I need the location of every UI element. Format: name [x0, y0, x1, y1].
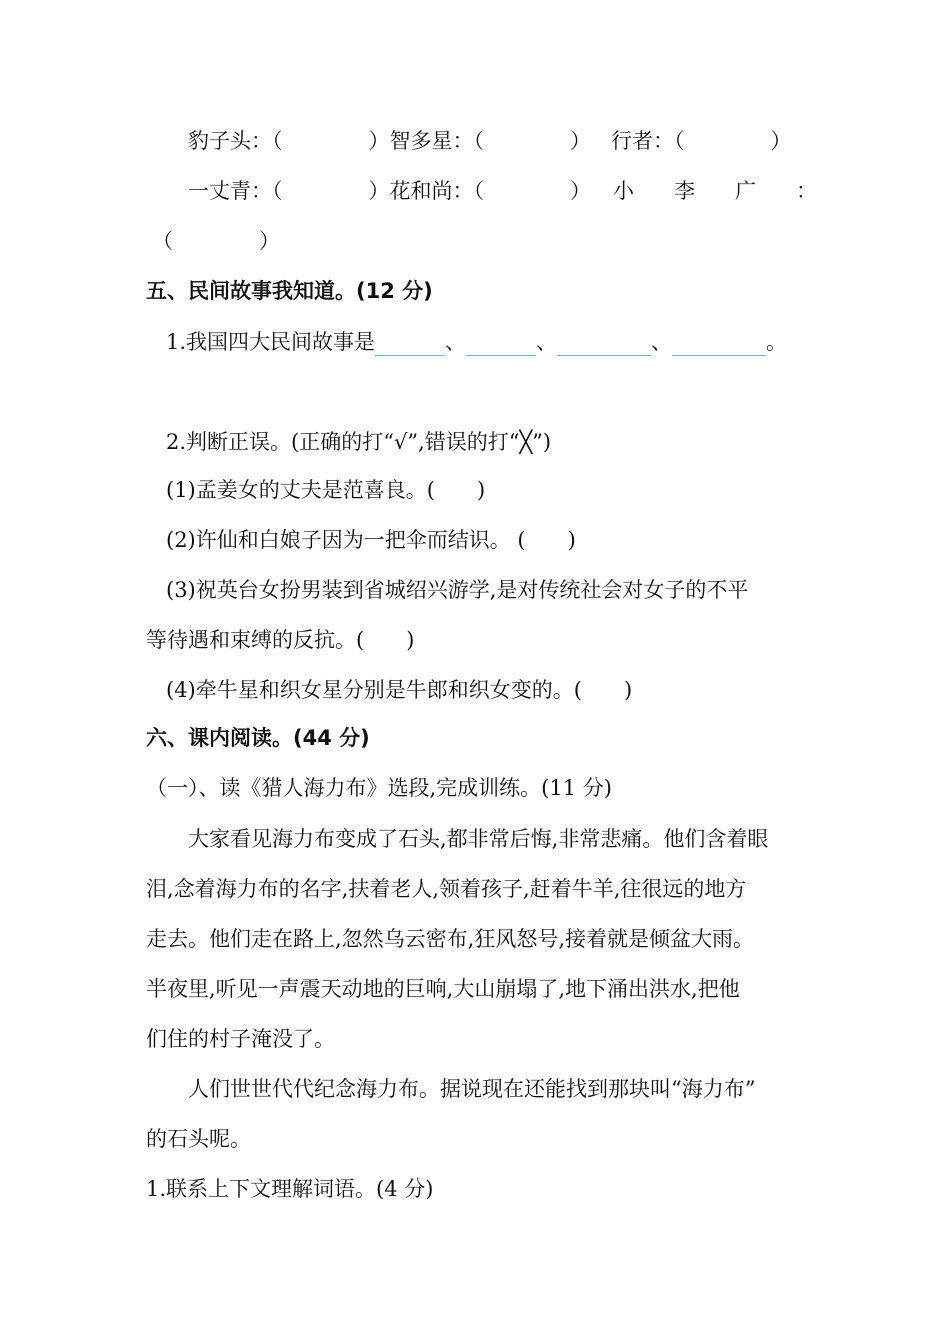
answer-blank-1[interactable] [375, 333, 445, 356]
passage-line-5: 们住的村子淹没了。 [146, 1027, 335, 1051]
section-5-q1: 1.我国四大民间故事是 、 、 、 。 [166, 330, 788, 354]
reading-part-1-title: （一）、读《猎人海力布》选段,完成训练。(11 分) [146, 776, 612, 800]
nickname-zhiduoxing: ）智多星：（ [368, 129, 484, 153]
passage-line-1: 大家看见海力布变成了石头,都非常后悔,非常悲痛。他们含着眼 [188, 827, 769, 851]
answer-blank-4[interactable] [672, 333, 766, 356]
nickname-xingzhe: 行者：（ [611, 129, 685, 153]
section-5-title: 五、民间故事我知道。(12 分) [146, 279, 433, 303]
passage2-line-1: 人们世世代代纪念海力布。据说现在还能找到那块叫“海力布” [188, 1077, 756, 1101]
judge-item-3-cont: 等待遇和束缚的反抗。( ) [146, 628, 415, 652]
nickname-xiaoliguang-2: 李 [674, 179, 695, 203]
passage-line-4: 半夜里,听见一声震天动地的巨响,大山崩塌了,地下涌出洪水,把他 [146, 977, 740, 1001]
judge-item-4: (4)牵牛星和织女星分别是牛郎和织女变的。( ) [166, 678, 633, 702]
nickname-row-1: 豹子头：（ ）智多星：（ ） 行者：（ ） [188, 129, 792, 153]
passage-line-2: 泪,念着海力布的名字,扶着老人,领着孩子,赶着牛羊,往很远的地方 [146, 877, 747, 901]
nickname-xiaoliguang-1: 小 [613, 179, 634, 203]
judge-item-3: (3)祝英台女扮男装到省城绍兴游学,是对传统社会对女子的不平 [166, 578, 749, 602]
reading-q1: 1.联系上下文理解词语。(4 分) [146, 1177, 434, 1201]
nickname-xiaoliguang-3: 广 [735, 179, 756, 203]
answer-blank-3[interactable] [557, 333, 651, 356]
passage2-line-2: 的石头呢。 [146, 1127, 251, 1151]
nickname-huaheshang: ）花和尚：（ [368, 179, 484, 203]
judge-item-1: (1)孟姜女的丈夫是范喜良。( ) [166, 478, 486, 502]
judge-item-2: (2)许仙和白娘子因为一把伞而结识。 ( ) [166, 528, 576, 552]
passage-line-3: 走去。他们走在路上,忽然乌云密布,狂风怒号,接着就是倾盆大雨。 [146, 927, 755, 951]
nickname-yizhangqing: 一丈青：（ [188, 179, 283, 203]
nickname-row-3: （ ） [152, 229, 280, 253]
nickname-row-2: 一丈青：（ ）花和尚：（ ） 小 李 广 ： [188, 179, 817, 203]
answer-blank-2[interactable] [466, 333, 536, 356]
section-5-q2-title: 2.判断正误。(正确的打“√”,错误的打“╳”) [166, 430, 552, 454]
nickname-baozitou: 豹子头：（ [188, 129, 283, 153]
q1-text: 1.我国四大民间故事是 [166, 330, 376, 354]
section-6-title: 六、课内阅读。(44 分) [146, 726, 370, 750]
